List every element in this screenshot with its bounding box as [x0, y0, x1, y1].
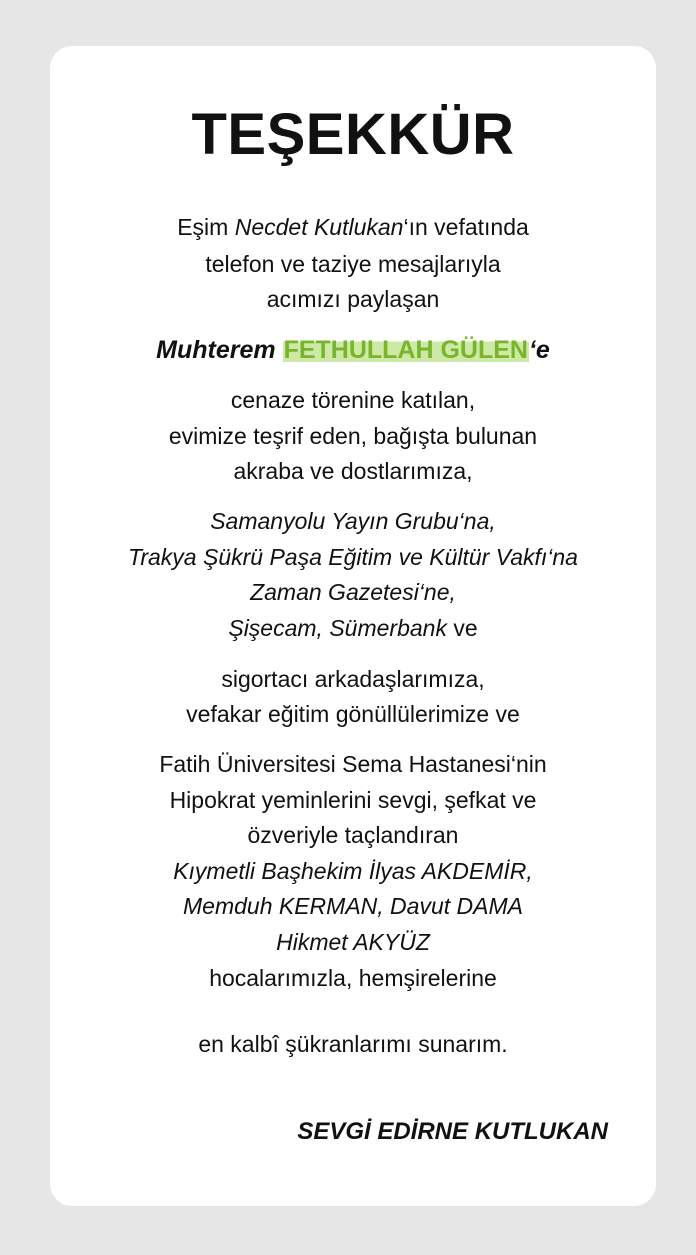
- doctors-line-2: Memduh KERMAN, Davut DAMA: [183, 893, 523, 919]
- notice-title: TEŞEKKÜR: [191, 102, 515, 167]
- deceased-name: Necdet Kutlukan: [234, 214, 404, 240]
- institution-line-4: [50, 613, 656, 643]
- group1-line-1: cenaze törenine katılan,: [230, 387, 476, 413]
- hospital-line-1: Fatih Üniversitesi Sema Hastanesi‘nin: [159, 751, 547, 777]
- final-line: en kalbî şükranlarımı sunarım.: [198, 1031, 508, 1057]
- institution-line-4-plain: ve: [446, 615, 478, 641]
- institution-line-3: Zaman Gazetesi‘ne,: [250, 579, 456, 605]
- intro-line-1-pre: Eşim: [177, 214, 235, 240]
- closing-line: hocalarımızla, hemşirelerine: [209, 965, 497, 991]
- honoree-prefix: Muhterem: [156, 336, 283, 364]
- group2-line-2: vefakar eğitim gönüllülerimize ve: [186, 701, 520, 727]
- notice-card: [50, 46, 656, 1206]
- institution-line-1: Samanyolu Yayın Grubu‘na,: [210, 508, 496, 534]
- hospital-line-2: Hipokrat yeminlerini sevgi, şefkat ve: [169, 787, 537, 813]
- institution-line-2: Trakya Şükrü Paşa Eğitim ve Kültür Vakfı‘na: [128, 544, 578, 570]
- honoree-name-highlight: FETHULLAH GÜLEN: [283, 336, 528, 364]
- doctors-line-3: Hikmet AKYÜZ: [276, 929, 430, 955]
- intro-line-2: telefon ve taziye mesajlarıyla: [205, 251, 501, 277]
- honoree-line: [50, 335, 656, 365]
- signature: SEVGİ EDİRNE KUTLUKAN: [297, 1118, 608, 1145]
- doctors-line-1: Kıymetli Başhekim İlyas AKDEMİR,: [173, 858, 533, 884]
- intro-line-1-post: ‘ın vefatında: [403, 214, 529, 240]
- intro-line-3: acımızı paylaşan: [266, 286, 440, 312]
- group1-line-3: akraba ve dostlarımıza,: [233, 458, 473, 484]
- group2-line-1: sigortacı arkadaşlarımıza,: [221, 666, 485, 692]
- group1-line-2: evimize teşrif eden, bağışta bulunan: [168, 423, 538, 449]
- institution-line-4-italic: Şişecam, Sümerbank: [228, 615, 447, 641]
- hospital-line-3: özveriyle taçlandıran: [247, 822, 459, 848]
- honoree-suffix: ‘e: [528, 336, 550, 364]
- intro-line-1: [50, 212, 656, 242]
